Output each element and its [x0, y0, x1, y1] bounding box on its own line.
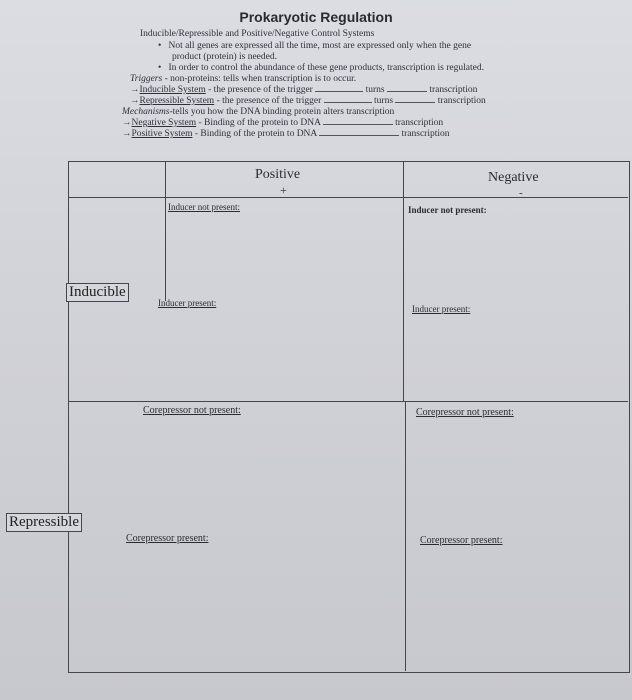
cell-corepressor-present-negative[interactable]: Corepressor present:: [420, 535, 503, 546]
negative-system-line: →Negative System - Binding of the protein to DNA transcription: [122, 118, 444, 128]
repressible-system-line: →Repressible System - the presence of the trigger turns transcription: [130, 96, 486, 106]
inducible-trigger-blank[interactable]: [315, 91, 363, 92]
positive-blank[interactable]: [319, 135, 399, 136]
repressible-turns-blank[interactable]: [395, 102, 435, 103]
bullet-1-cont: product (protein) is needed.: [172, 52, 277, 62]
bullet-1: • Not all genes are expressed all the time, most are expressed only when the gene: [158, 41, 472, 51]
table-divider: [165, 161, 166, 301]
cell-inducer-present-negative[interactable]: Inducer present:: [412, 304, 471, 314]
cell-corepressor-present-positive[interactable]: Corepressor present:: [126, 533, 209, 544]
regulation-table: [68, 161, 630, 673]
triggers-label: Triggers: [130, 74, 163, 84]
row-label-inducible: Inducible: [66, 283, 129, 302]
cell-corepressor-not-present-negative[interactable]: Corepressor not present:: [416, 407, 514, 418]
triggers-line: Triggers - non-proteins: tells when transcription is to occur.: [130, 74, 357, 84]
negative-blank[interactable]: [323, 124, 393, 125]
cell-inducer-not-present-negative[interactable]: Inducer not present:: [408, 205, 487, 215]
col-header-negative: Negative: [488, 170, 539, 185]
table-divider: [68, 197, 628, 198]
subtitle: Inducible/Repressible and Positive/Negative Control Systems: [140, 29, 375, 39]
cell-corepressor-not-present-positive[interactable]: Corepressor not present:: [143, 405, 241, 416]
cell-inducer-present-positive[interactable]: Inducer present:: [158, 298, 217, 308]
col-positive-sign: +: [280, 183, 287, 197]
page-title: Prokaryotic Regulation: [239, 9, 393, 25]
col-header-positive: Positive: [255, 167, 301, 182]
repressible-trigger-blank[interactable]: [324, 102, 372, 103]
positive-system-line: →Positive System - Binding of the protein to DNA transcription: [122, 129, 450, 139]
table-divider: [405, 401, 406, 671]
bullet-2: • In order to control the abundance of these gene products, transcription is regulated.: [158, 63, 484, 73]
inducible-system-line: →Inducible System - the presence of the trigger turns transcription: [130, 85, 478, 95]
row-label-repressible: Repressible: [6, 513, 82, 532]
col-negative-sign: -: [519, 187, 523, 199]
table-divider: [68, 301, 69, 401]
mechanisms-line: Mechanisms-tells you how the DNA binding protein alters transcription: [122, 107, 395, 117]
cell-inducer-not-present-positive[interactable]: Inducer not present:: [168, 202, 240, 212]
inducible-turns-blank[interactable]: [387, 91, 427, 92]
table-divider: [68, 401, 628, 402]
